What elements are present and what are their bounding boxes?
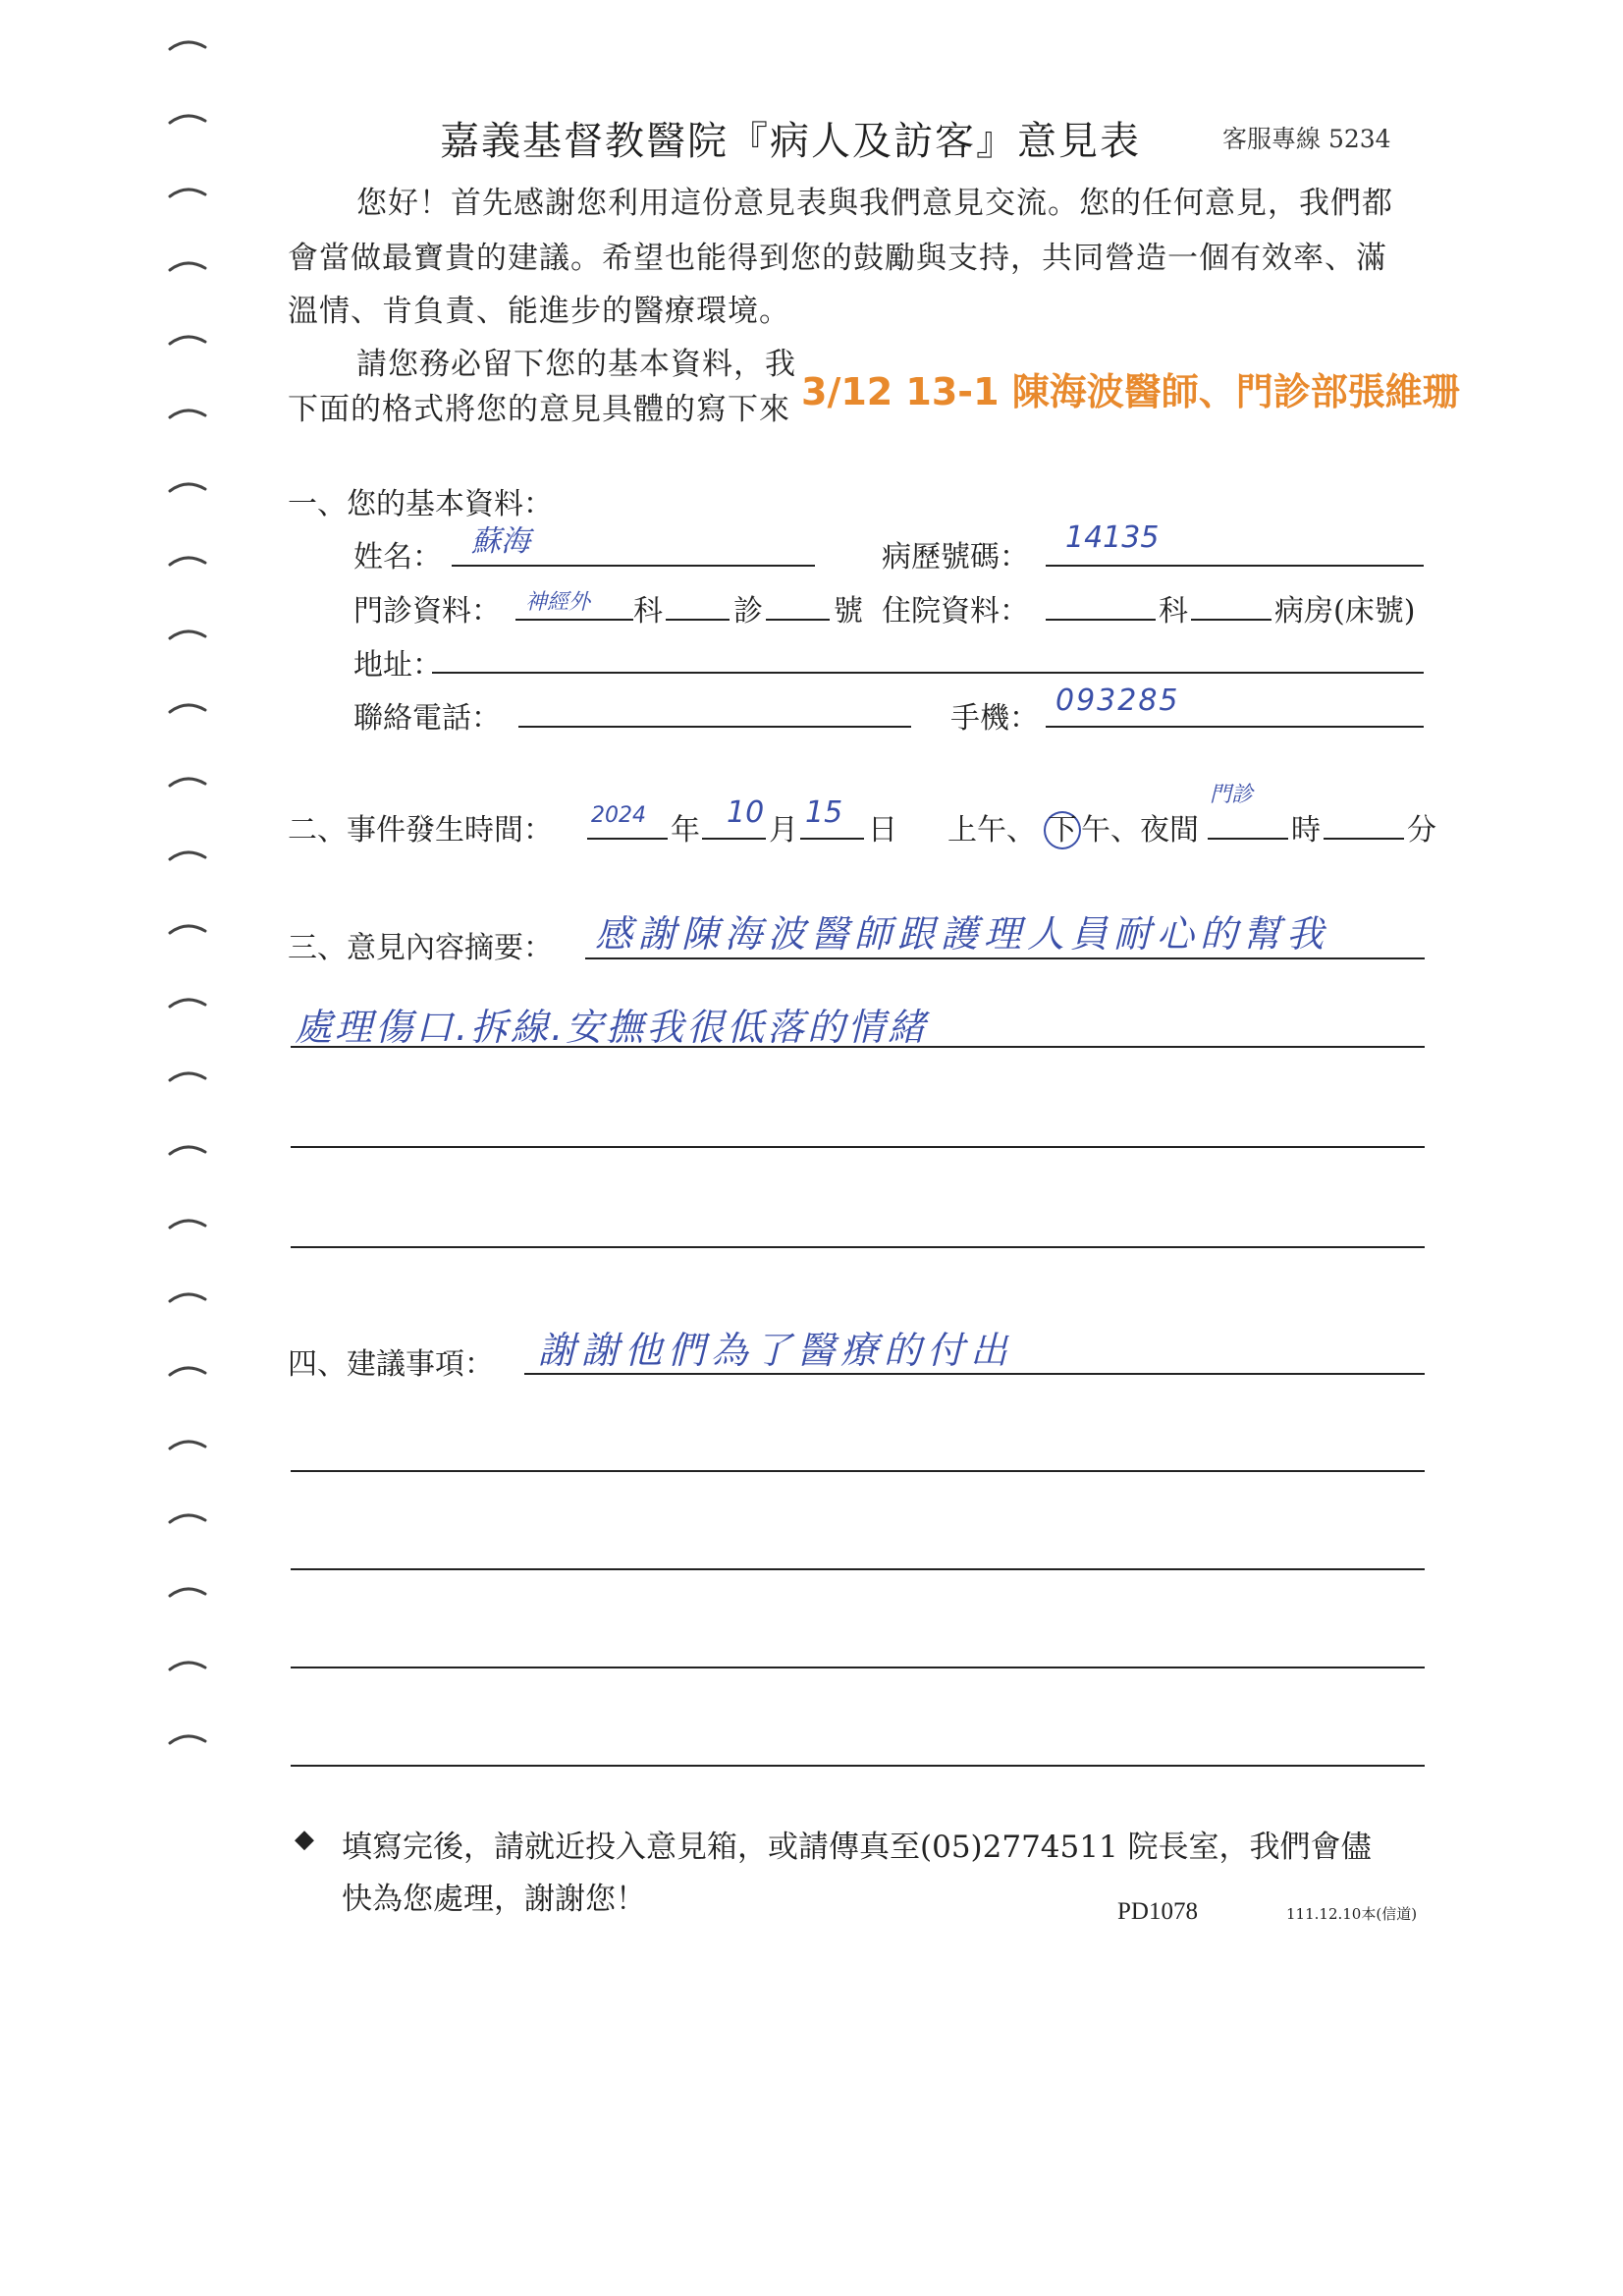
binder-hole-icon [167,1213,208,1232]
address-label: 地址： [353,648,442,683]
binder-hole-icon [167,182,208,201]
name-value: 蘇海 [471,524,530,559]
overlay-annotation: 3/12 13-1 陳海波醫師、門診部張維珊 [797,355,1466,419]
footer-line-2: 快為您處理，謝謝您！ [342,1882,646,1917]
month-value: 10 [727,795,765,830]
binder-hole-icon [167,624,208,643]
binder-hole-icon [167,550,208,570]
binder-hole-icon [167,329,208,349]
section3-heading: 三、意見內容摘要： [288,931,553,965]
suggestion-line-2[interactable] [291,1470,1425,1472]
intro-line-2: 會當做最寶貴的建議。希望也能得到您的鼓勵與支持，共同營造一個有效率、滿 [288,241,1387,276]
form-code: PD1078 [1117,1898,1198,1925]
binder-hole-icon [167,1507,208,1527]
clinic-room-suffix: 診 [733,594,763,629]
suggestion-text-1: 謝謝他們為了醫療的付出 [538,1329,1014,1372]
name-label: 姓名： [353,540,442,574]
mobile-value: 093285 [1055,683,1180,718]
service-hotline: 客服專線 5234 [1222,125,1391,153]
clinic-dept-suffix: 科 [633,594,663,629]
record-number-field[interactable] [1046,565,1424,567]
hour-note: 門診 [1210,783,1254,807]
minute-unit: 分 [1407,813,1436,847]
record-number-value: 14135 [1065,520,1160,555]
diamond-bullet-icon: ◆ [295,1825,314,1854]
binder-hole-icon [167,771,208,791]
clinic-label: 門診資料： [353,594,501,629]
ward-field[interactable] [1191,619,1271,621]
binder-hole-icon [167,918,208,938]
year-unit: 年 [671,813,700,847]
comment-text-1: 感謝陳海波醫師跟護理人員耐心的幫我 [595,912,1330,956]
ward-suffix: 病房(床號) [1274,594,1416,629]
name-field[interactable] [452,565,815,567]
binder-hole-icon [167,845,208,864]
phone-field[interactable] [518,726,911,728]
binder-hole-icon [167,1655,208,1674]
month-field[interactable] [702,838,766,840]
am-option[interactable]: 上午、 [947,813,1036,847]
hour-field[interactable] [1208,838,1288,840]
pm-option-rest: 午、夜間 [1081,813,1199,847]
binder-hole-icon [167,1286,208,1306]
comment-text-2: 處理傷口.拆線.安撫我很低落的情緒 [295,1006,929,1049]
form-title: 嘉義基督教醫院『病人及訪客』意見表 [440,119,1141,164]
day-field[interactable] [800,838,864,840]
section1-heading: 一、您的基本資料： [288,487,553,521]
request-line-2: 下面的格式將您的意見具體的寫下來 [288,392,790,427]
comment-line-3[interactable] [291,1146,1425,1148]
pm-option[interactable] [1044,805,1199,848]
comment-line-4[interactable] [291,1246,1425,1248]
footer-line-1: 填寫完後，請就近投入意見箱，或請傳真至(05)2774511 院長室，我們會儘 [342,1830,1372,1865]
form-version: 111.12.10本(信道) [1286,1905,1418,1923]
suggestion-line-4[interactable] [291,1667,1425,1668]
clinic-dept-value: 神經外 [525,590,591,615]
address-field[interactable] [432,672,1424,674]
binder-hole-icon [167,1581,208,1601]
mobile-field[interactable] [1046,726,1424,728]
binder-hole-icon [167,108,208,128]
suggestion-line-3[interactable] [291,1568,1425,1570]
clinic-dept-field[interactable] [515,619,633,621]
binder-hole-icon [167,1139,208,1159]
clinic-number-suffix: 號 [834,594,863,629]
binder-hole-icon [167,34,208,54]
month-unit: 月 [769,813,798,847]
inpatient-label: 住院資料： [882,594,1029,629]
minute-field[interactable] [1324,838,1404,840]
clinic-room-field[interactable] [666,619,730,621]
binder-hole-icon [167,476,208,496]
comment-line-1[interactable] [585,957,1425,959]
suggestion-line-5[interactable] [291,1765,1425,1767]
binder-hole-icon [167,255,208,275]
mobile-label: 手機： [950,701,1039,736]
binder-hole-icon [167,697,208,717]
intro-line-1: 您好！首先感謝您利用這份意見表與我們意見交流。您的任何意見，我們都 [356,186,1393,221]
binder-hole-icon [167,992,208,1011]
binder-hole-icon [167,1066,208,1085]
year-value: 2024 [591,803,646,828]
intro-line-3: 溫情、肯負責、能進步的醫療環境。 [288,294,790,329]
day-unit: 日 [868,813,897,847]
day-value: 15 [805,795,843,830]
binder-hole-icon [167,1434,208,1453]
record-number-label: 病歷號碼： [882,540,1029,574]
phone-label: 聯絡電話： [353,701,501,736]
request-line-1: 請您務必留下您的基本資料，我 [356,347,796,382]
section4-heading: 四、建議事項： [288,1347,494,1382]
pm-circled-mark: 下 [1044,811,1081,849]
clinic-number-field[interactable] [766,619,830,621]
binder-hole-icon [167,1728,208,1748]
inpatient-dept-suffix: 科 [1159,594,1188,629]
binder-hole-icon [167,403,208,422]
inpatient-dept-field[interactable] [1046,619,1156,621]
section2-heading: 二、事件發生時間： [288,813,553,847]
year-field[interactable] [587,838,668,840]
binder-hole-icon [167,1360,208,1380]
hour-unit: 時 [1291,813,1321,847]
